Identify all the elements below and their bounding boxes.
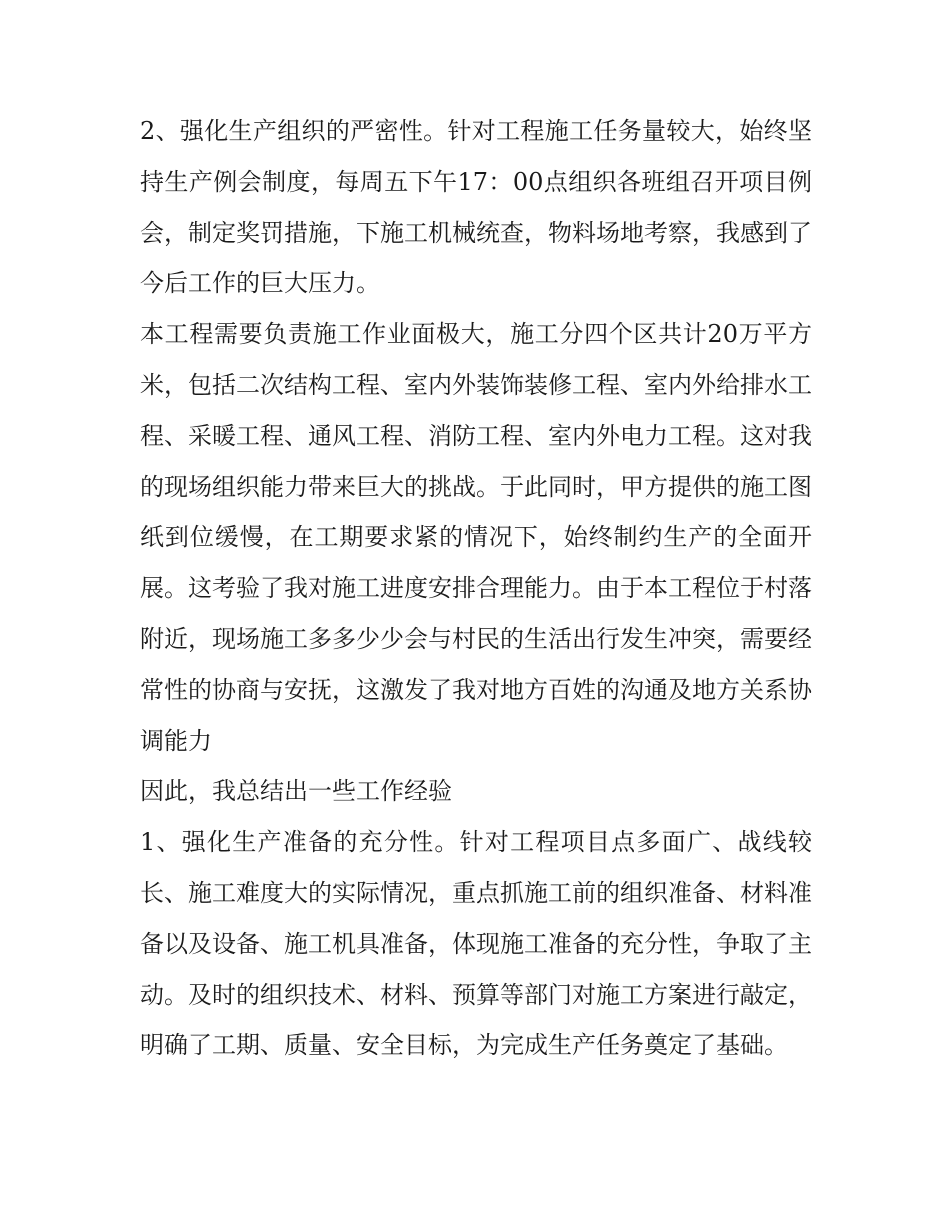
paragraph-summary-intro: 因此，我总结出一些工作经验 [140,777,452,806]
document-body [140,106,812,1071]
paragraph-production-organization: 2、强化生产组织的严密性。针对工程施工任务量较大，始终坚持生产例会制度，每周五下午17：00点组织各班组召开项目例会，制定奖罚措施，下施工机械统查，物料场地考察，我感到了今后工作的巨大压力。 [140,117,812,298]
paragraph-production-preparation: 1、强化生产准备的充分性。针对工程项目点多面广、战线较长、施工难度大的实际情况，重点抓施工前的组织准备、材料准备以及设备、施工机具准备，体现施工准备的充分性，争取了主动。及时的组织技术、材料、预算等部门对施工方案进行敲定，明确了工期、质量、安全目标，为完成生产任务奠定了基础。 [140,828,812,1060]
paragraph-project-challenges: 本工程需要负责施工作业面极大，施工分四个区共计20万平方米，包括二次结构工程、室内外装饰装修工程、室内外给排水工程、采暖工程、通风工程、消防工程、室内外电力工程。这对我的现场组织能力带来巨大的挑战。于此同时，甲方提供的施工图纸到位缓慢，在工期要求紧的情况下，始终制约生产的全面开展。这考验了我对施工进度安排合理能力。由于本工程位于村落附近，现场施工多多少少会与村民的生活出行发生冲突，需要经常性的协商与安抚，这激发了我对地方百姓的沟通及地方关系协调能力 [140,320,812,755]
